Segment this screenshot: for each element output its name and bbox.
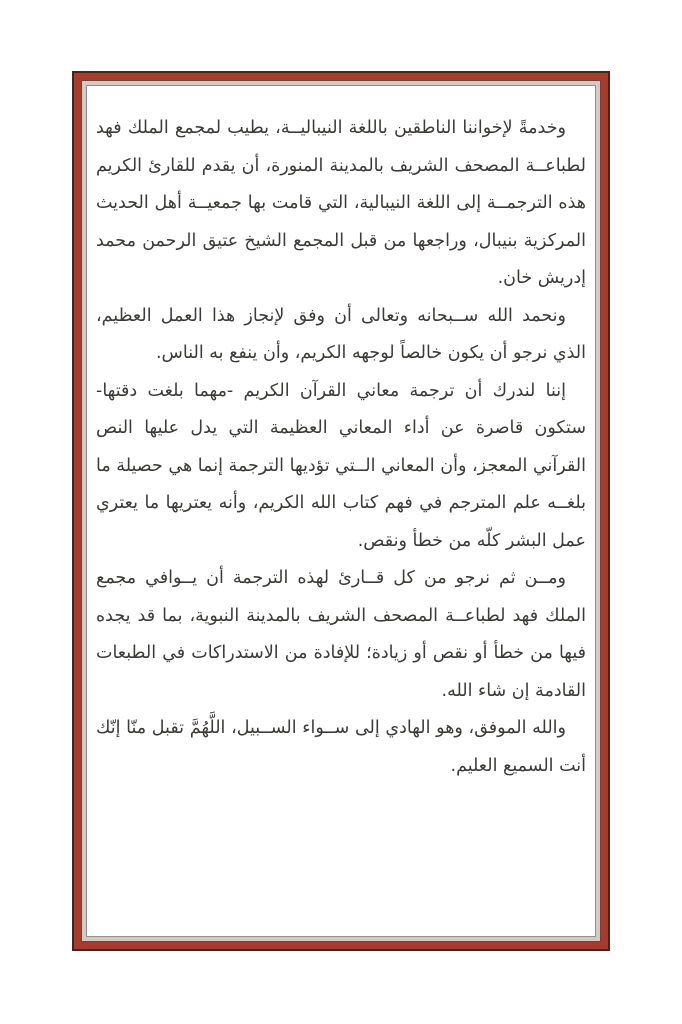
paragraph: ومــن ثم نرجو من كل قــارئ لهذه الترجمة أن يــوافي مجمع الملك فهد لطباعــة المصحف الشريف بالمدينة النبوية، بما قد يجده فيها من خطأ أو نقص أو زيادة؛ للإفادة من الاستدراكات في الطبعات القادمة إن شاء الله. [96, 568, 586, 701]
page-frame-light-band [81, 80, 601, 942]
paragraph: وخدمةً لإخواننا الناطقين باللغة النيباليــة، يطيب لمجمع الملك فهد لطباعــة المصحف الشريف بالمدينة المنورة، أن يقدم للقارئ الكريم هذه الترجمــة إلى اللغة النيبالية، التي قامت بها جمعيــة أهل الحديث المركزية بنيبال، وراجعها من قبل المجمع الشيخ عتيق الرحمن محمد إدريش خان. [96, 118, 586, 288]
page-frame-outer-red-band [72, 71, 610, 951]
paragraph: ونحمد الله ســبحانه وتعالى أن وفق لإنجاز هذا العمل العظيم، الذي نرجو أن يكون خالصاً لوجهه الكريم، وأن ينفع به الناس. [96, 305, 586, 363]
paragraph: والله الموفق، وهو الهادي إلى ســواء الســبيل، اللَّهُمَّ تقبل منّا إنّك أنت السميع العليم. [96, 718, 586, 776]
paragraph: إننا لندرك أن ترجمة معاني القرآن الكريم -مهما بلغت دقتها- ستكون قاصرة عن أداء المعاني العظيمة التي يدل عليها النص القرآني المعجز، وأن المعاني الــتي تؤديها الترجمة إنما هي حصيلة ما بلغــه علم المترجم في فهم كتاب الله الكريم، وأنه يعتريها ما يعتري عمل البشر كلّه من خطأ ونقص. [96, 380, 586, 551]
page-frame-inner-area [86, 85, 596, 937]
paragraphs [87, 86, 595, 785]
